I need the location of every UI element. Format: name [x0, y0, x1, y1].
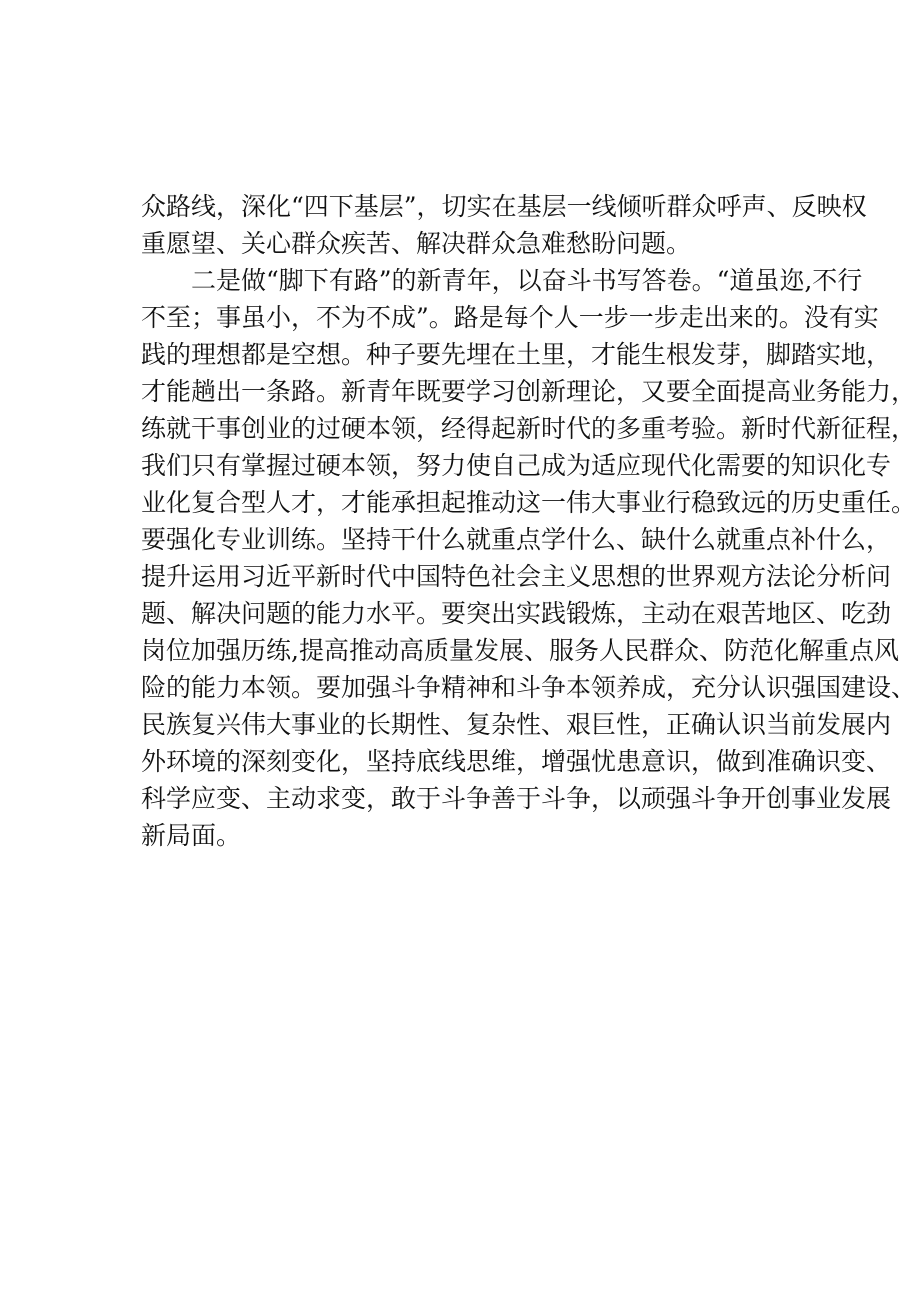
- text-line: 新局面。: [141, 821, 242, 850]
- text-line: 题、解决问题的能力水平。要突出实践锻炼，主动在艰苦地区、吃劲: [141, 599, 892, 628]
- text-line: 民族复兴伟大事业的长期性、复杂性、艰巨性，正确认识当前发展内: [141, 710, 892, 739]
- text-line: 我们只有掌握过硬本领，努力使自己成为适应现代化需要的知识化专: [141, 451, 892, 480]
- text-line: 岗位加强历练,提高推动高质量发展、服务人民群众、防范化解重点风: [141, 636, 899, 665]
- text-line: 业化复合型人才，才能承担起推动这一伟大事业行稳致远的历史重任。: [141, 488, 917, 517]
- text-line: 要强化专业训练。坚持干什么就重点学什么、缺什么就重点补什么，: [141, 525, 892, 554]
- text-line: 践的理想都是空想。种子要先埋在土里，才能生根发芽，脚踏实地，: [141, 340, 892, 369]
- text-line: 外环境的深刻变化，坚持底线思维，增强忧患意识，做到准确识变、: [141, 747, 892, 776]
- body-text: [141, 188, 917, 854]
- text-line: 练就干事创业的过硬本领，经得起新时代的多重考验。新时代新征程，: [141, 414, 917, 443]
- text-line: 众路线，深化“四下基层”，切实在基层一线倾听群众呼声、反映权: [141, 192, 867, 221]
- text-line: 险的能力本领。要加强斗争精神和斗争本领养成，充分认识强国建设、: [141, 673, 917, 702]
- text-line: 科学应变、主动求变，敢于斗争善于斗争，以顽强斗争开创事业发展: [141, 784, 892, 813]
- text-line: 才能趟出一条路。新青年既要学习创新理论，又要全面提高业务能力，: [141, 377, 917, 406]
- text-line: 提升运用习近平新时代中国特色社会主义思想的世界观方法论分析问: [141, 562, 892, 591]
- text-line: 重愿望、关心群众疾苦、解决群众急难愁盼问题。: [141, 229, 692, 258]
- text-line: 二是做“脚下有路”的新青年，以奋斗书写答卷。“道虽迩,不行: [141, 266, 863, 295]
- text-line: 不至；事虽小，不为不成”。路是每个人一步一步走出来的。没有实: [141, 303, 879, 332]
